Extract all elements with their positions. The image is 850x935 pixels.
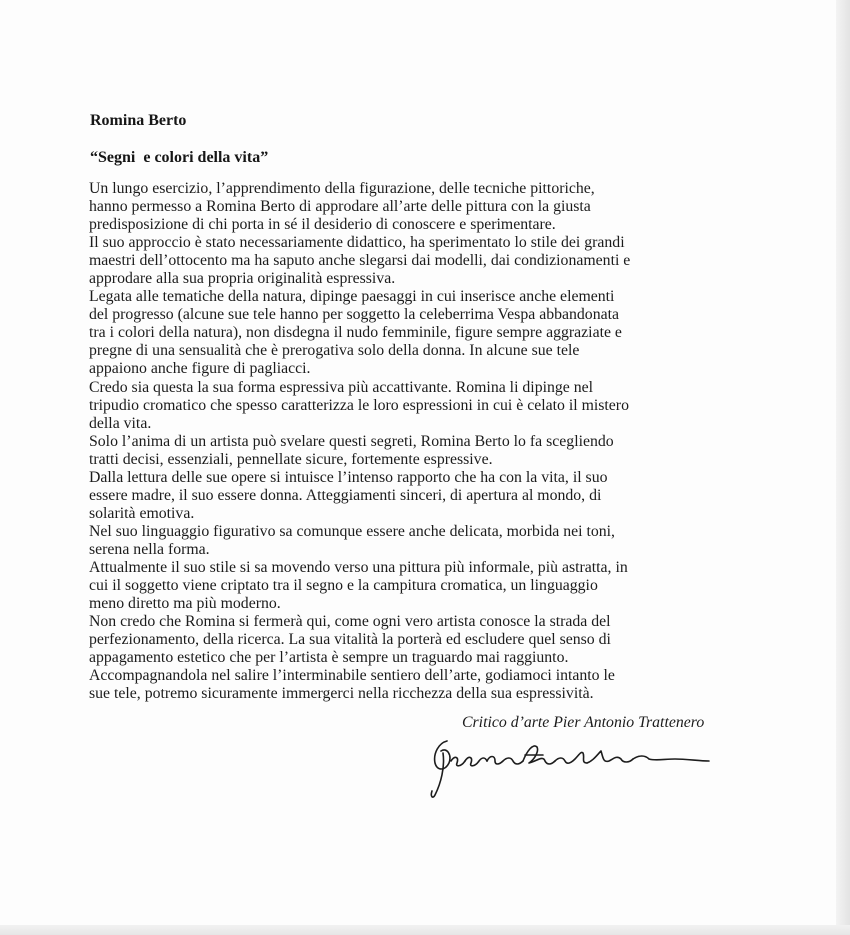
text-line: Dalla lettura delle sue opere si intuisce l’intenso rapporto che ha con la vita, il suo (89, 468, 608, 486)
text-line: Il suo approccio è stato necessariamente didattico, ha sperimentato lo stile dei grandi (89, 234, 625, 252)
handwritten-signature (425, 733, 715, 803)
text-line: della vita. (89, 414, 152, 432)
text-line: hanno permesso a Romina Berto di approdare all’arte delle pittura con la giusta (89, 198, 591, 216)
text-line: del progresso (alcune sue tele hanno per soggetto la celeberrima Vespa abbandonata (89, 306, 620, 324)
text-line: perfezionamento, della ricerca. La sua vitalità la porterà ed escludere quel senso di (89, 631, 611, 649)
text-line: tra i colori della natura), non disdegna il nudo femminile, figure sempre aggraziate e (89, 324, 622, 342)
text-line: appagamento estetico che per l’artista è sempre un traguardo mai raggiunto. (89, 649, 569, 667)
text-line: Credo sia questa la sua forma espressiva più accattivante. Romina li dipinge nel (89, 378, 594, 396)
text-line: Attualmente il suo stile si sa movendo verso una pittura più informale, più astratta, in (89, 558, 628, 576)
text-line: meno diretto ma più moderno. (89, 595, 281, 613)
document-title: “Segni e colori della vita” (90, 149, 269, 166)
text-line: pregne di una sensualità che è prerogativa solo della donna. In alcune sue tele (89, 342, 580, 360)
text-line: maestri dell’ottocento ma ha saputo anche slegarsi dai modelli, dai condizionamenti e (89, 252, 631, 270)
text-line: sue tele, potremo sicuramente immergerci nella ricchezza della sua espressività. (89, 685, 594, 703)
text-line: Non credo che Romina si fermerà qui, come ogni vero artista conosce la strada del (89, 613, 611, 631)
text-line: essere madre, il suo essere donna. Atteggiamenti sinceri, di apertura al mondo, di (89, 486, 602, 504)
text-line: serena nella forma. (89, 540, 210, 558)
text-line: tratti decisi, essenziali, pennellate sicure, fortemente espressive. (89, 450, 493, 468)
text-line: Accompagnandola nel salire l’interminabile sentiero dell’arte, godiamoci intanto le (89, 667, 615, 685)
signature-caption: Critico d’arte Pier Antonio Trattenero (462, 714, 705, 731)
text-line: Solo l’anima di un artista può svelare questi segreti, Romina Berto lo fa scegliendo (89, 432, 614, 450)
text-line: predisposizione di chi porta in sé il desiderio di conoscere e sperimentare. (89, 216, 556, 234)
page-edge-bottom (0, 925, 850, 935)
text-line: solarità emotiva. (89, 504, 195, 522)
author-name: Romina Berto (90, 112, 187, 129)
text-line: cui il soggetto viene criptato tra il segno e la campitura cromatica, un linguaggio (89, 577, 598, 595)
text-line: Legata alle tematiche della natura, dipinge paesaggi in cui inserisce anche elementi (89, 288, 615, 306)
text-line: approdare alla sua propria originalità espressiva. (89, 270, 396, 288)
body-text (89, 180, 789, 703)
page-edge-right (836, 0, 850, 935)
text-line: Nel suo linguaggio figurativo sa comunque essere anche delicata, morbida nei toni, (89, 522, 615, 540)
text-line: appaiono anche figure di pagliacci. (89, 360, 311, 378)
text-line: tripudio cromatico che spesso caratterizza le loro espressioni in cui è celato il mistero (89, 396, 629, 414)
text-line: Un lungo esercizio, l’apprendimento della figurazione, delle tecniche pittoriche, (89, 180, 595, 197)
